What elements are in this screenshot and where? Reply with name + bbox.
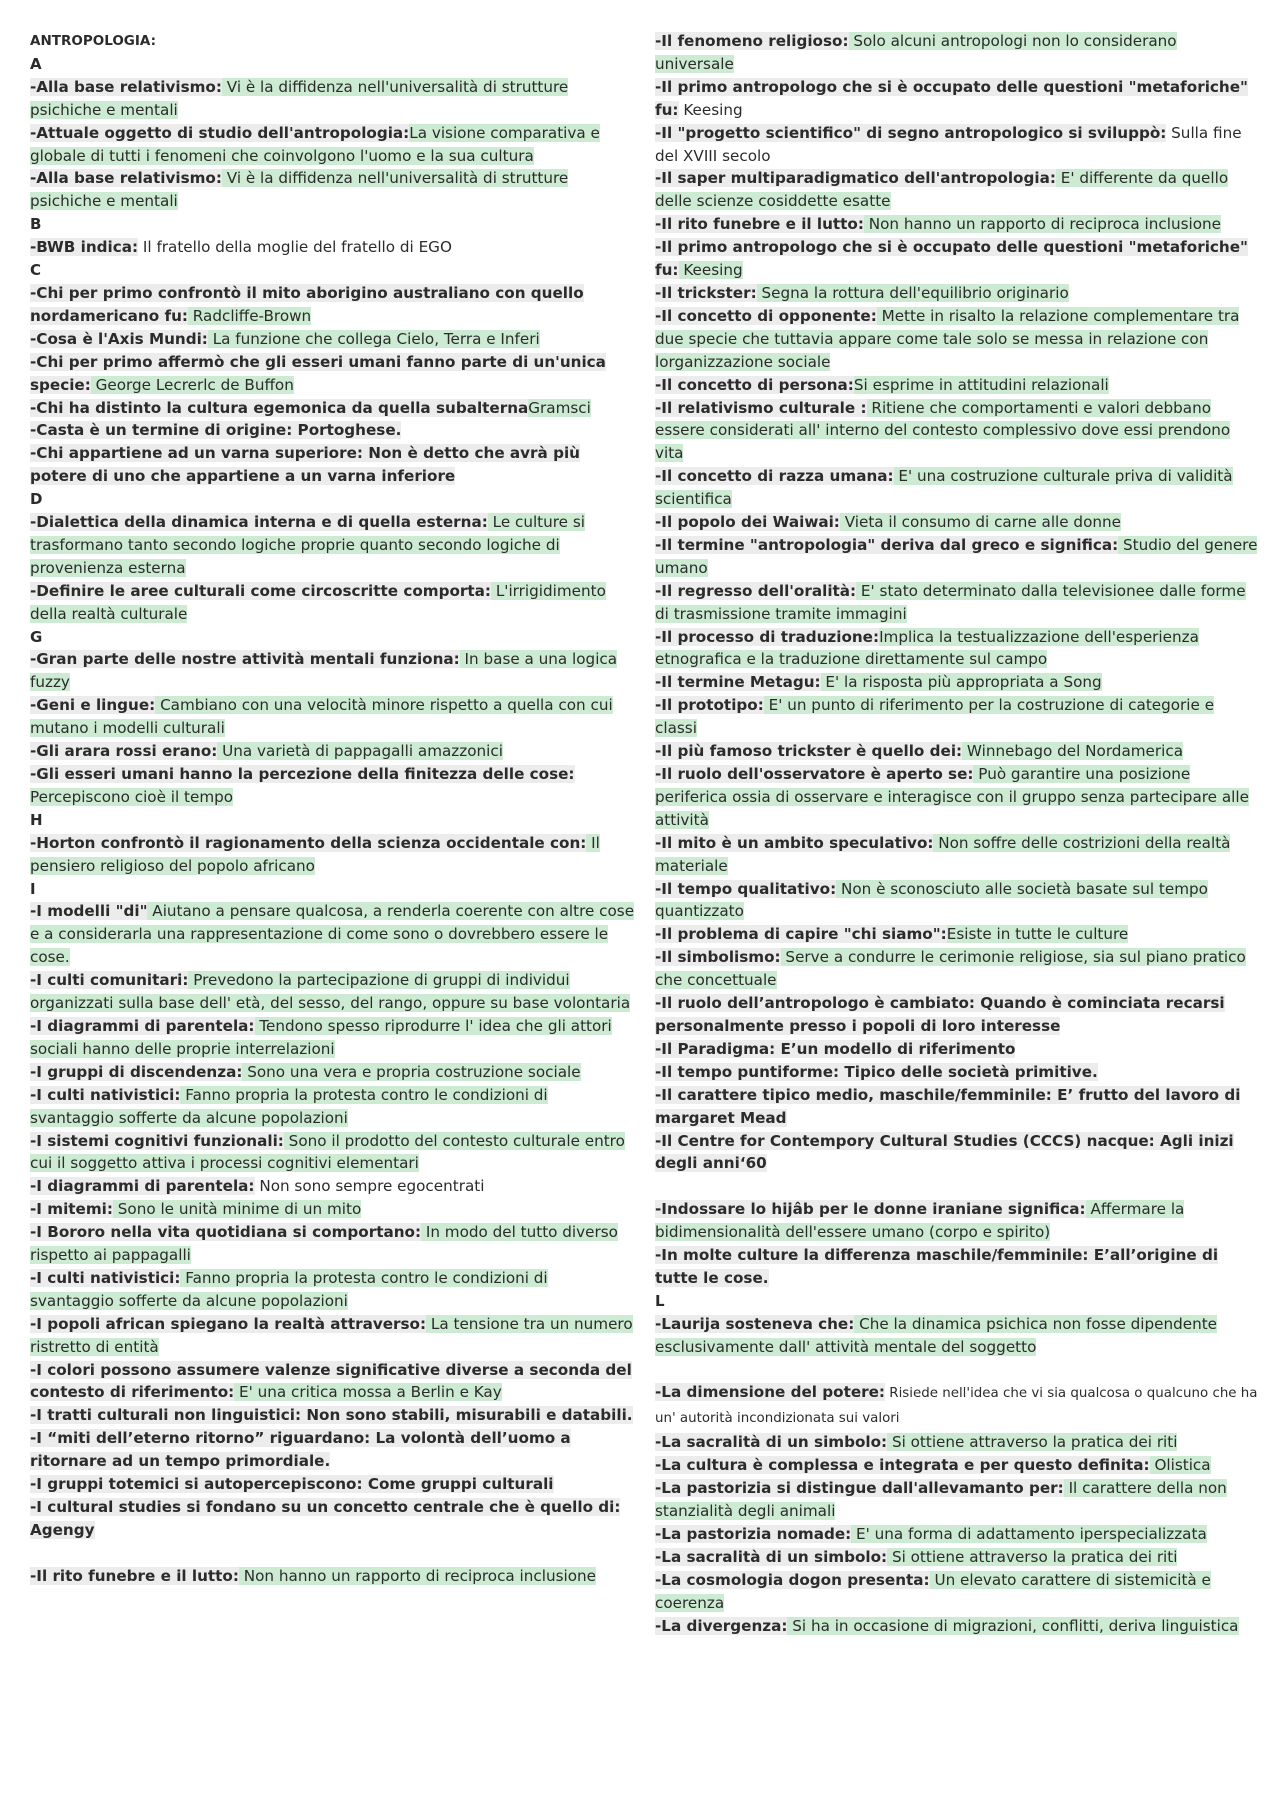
question-text: -Il tempo puntiforme: Tipico delle società primitive. xyxy=(655,1062,1098,1081)
section-letter: G xyxy=(30,627,43,646)
question-text: -I colori possono assumere valenze significative diverse a seconda del contesto di riferimento: xyxy=(30,1360,632,1402)
question-text: -Il tempo qualitativo: xyxy=(655,879,837,898)
qa-entry xyxy=(30,511,635,580)
answer-text: Il fratello della moglie del fratello di EGO xyxy=(138,238,452,257)
answer-text: Sono una vera e propria costruzione sociale xyxy=(242,1062,581,1081)
qa-entry xyxy=(655,1061,1260,1084)
question-text: -Il termine "antropologia" deriva dal greco e significa: xyxy=(655,535,1119,554)
qa-entry xyxy=(30,1175,635,1198)
answer-text: La tensione tra un numero ristretto di entità xyxy=(30,1314,633,1356)
answer-text: Vieta il consumo di carne alle donne xyxy=(839,513,1121,532)
qa-entry xyxy=(655,282,1260,305)
answer-text: Esiste in tutte le culture xyxy=(946,925,1129,944)
answer-text: L'irrigidimento della realtà culturale xyxy=(30,581,606,623)
question-text: -Il ruolo dell’antropologo è cambiato: Quando è cominciata recarsi personalmente presso i popoli di loro interesse xyxy=(655,994,1225,1035)
document-title: ANTROPOLOGIA: xyxy=(30,33,156,49)
section-letter: C xyxy=(30,261,42,280)
section-letter: H xyxy=(30,810,43,829)
answer-text: Vi è la diffidenza nell'universalità di strutture psichiche e mentali xyxy=(30,77,569,119)
qa-entry xyxy=(30,1496,635,1542)
answer-text: E' una forma di adattamento iperspecializzata xyxy=(851,1524,1207,1543)
question-text: -Il "progetto scientifico" di segno antropologico si sviluppò: xyxy=(655,123,1167,142)
answer-text: Un elevato carattere di sistemicità e coerenza xyxy=(655,1570,1211,1612)
answer-text: Una varietà di pappagalli amazzonici xyxy=(217,742,503,761)
question-text: -I diagrammi di parentela: xyxy=(30,1016,255,1035)
answer-text: Vi è la diffidenza nell'universalità di strutture psichiche e mentali xyxy=(30,169,569,211)
right-column xyxy=(655,30,1260,1637)
question-text: -Il trickster: xyxy=(655,283,757,302)
question-text: -I culti nativistici: xyxy=(30,1085,181,1104)
answer-text: Si ha in occasione di migrazioni, conflitti, deriva linguistica xyxy=(787,1616,1239,1635)
question-text: -Il ruolo dell'osservatore è aperto se: xyxy=(655,765,974,783)
answer-text: Solo alcuni antropologi non lo considerano universale xyxy=(655,32,1177,73)
question-text: -Chi ha distinto la cultura egemonica da quella subalterna xyxy=(30,398,529,417)
question-text: -La pastorizia si distingue dall'allevamanto per: xyxy=(655,1479,1064,1498)
answer-text: La visione comparativa e globale di tutti i fenomeni che coinvolgono l'uomo e la sua cultura xyxy=(30,123,600,165)
qa-entry xyxy=(655,511,1260,534)
qa-entry xyxy=(655,30,1260,76)
question-text: -I gruppi di discendenza: xyxy=(30,1062,243,1081)
left-column xyxy=(30,30,635,1588)
qa-entry xyxy=(30,832,635,878)
answer-text: George Lecrerlc de Buffon xyxy=(90,375,294,394)
qa-entry xyxy=(655,1546,1260,1569)
qa-entry xyxy=(30,648,635,694)
question-text: -Il popolo dei Waiwai: xyxy=(655,513,840,532)
answer-text: Tendono spesso riprodurre l' idea che gli attori sociali hanno delle proprie interrelazioni xyxy=(30,1016,612,1058)
question-text: -Il più famoso trickster è quello dei: xyxy=(655,742,963,761)
answer-text: E' una costruzione culturale priva di validità scientifica xyxy=(655,467,1233,509)
answer-text: Segna la rottura dell'equilibrio originario xyxy=(756,283,1069,302)
qa-entry xyxy=(30,1084,635,1130)
question-text: -La dimensione del potere: xyxy=(655,1383,886,1402)
qa-entry xyxy=(655,740,1260,763)
answer-text: Si ottiene attraverso la pratica dei riti xyxy=(887,1547,1178,1566)
question-text: -Il primo antropologo che si è occupato delle questioni "metaforiche" fu: xyxy=(655,238,1248,280)
question-text: -I tratti culturali non linguistici: Non sono stabili, misurabili e databili. xyxy=(30,1406,633,1425)
question-text: -Il regresso dell'oralità: xyxy=(655,581,857,600)
qa-entry xyxy=(30,236,635,259)
qa-entry xyxy=(655,305,1260,374)
qa-entry xyxy=(655,626,1260,672)
question-text: -I gruppi totemici si autopercepiscono: Come gruppi culturali xyxy=(30,1475,554,1494)
qa-entry xyxy=(30,1565,635,1588)
qa-entry xyxy=(655,1313,1260,1359)
qa-entry xyxy=(655,580,1260,626)
question-text: -Il concetto di opponente: xyxy=(655,306,877,325)
qa-entry xyxy=(655,122,1260,168)
qa-entry xyxy=(30,580,635,626)
question-text: -I culti nativistici: xyxy=(30,1268,181,1287)
question-text: -I diagrammi di parentela: xyxy=(30,1177,255,1196)
qa-entry xyxy=(655,1431,1260,1454)
qa-entry xyxy=(30,76,635,122)
spacer xyxy=(30,1542,635,1565)
section-letter: B xyxy=(30,215,42,234)
answer-text: E' la risposta più appropriata a Song xyxy=(820,673,1102,692)
section-letter: A xyxy=(30,54,42,73)
spacer xyxy=(655,1359,1260,1382)
answer-text: Affermare la bidimensionalità dell'essere umano (corpo e spirito) xyxy=(655,1200,1185,1242)
question-text: -Il simbolismo: xyxy=(655,948,781,967)
qa-entry xyxy=(30,1359,635,1405)
question-text: -Geni e lingue: xyxy=(30,696,156,715)
question-text: -Il carattere tipico medio, maschile/femminile: E’ frutto del lavoro di margaret Mead xyxy=(655,1085,1241,1127)
question-text: -Il prototipo: xyxy=(655,696,764,715)
qa-entry xyxy=(655,1569,1260,1615)
left-entries xyxy=(30,53,635,1588)
question-text: -Chi per primo affermò che gli esseri umani fanno parte di un'unica specie: xyxy=(30,352,606,394)
answer-text: Non sono sempre egocentrati xyxy=(254,1177,485,1196)
question-text: -I cultural studies si fondano su un concetto centrale che è quello di: Agengy xyxy=(30,1498,621,1539)
answer-text: Può garantire una posizione periferica ossia di osservare e interagisce con il gruppo senza partecipare alle attività xyxy=(655,765,1249,829)
question-text: -Cosa è l'Axis Mundi: xyxy=(30,329,208,348)
answer-text: Risiede nell'idea che vi sia qualcosa o qualcuno che ha un' autorità incondizionata sui valori xyxy=(655,1386,1258,1427)
qa-entry xyxy=(30,694,635,740)
answer-text: Non è sconosciuto alle società basate sul tempo quantizzato xyxy=(655,879,1208,921)
answer-text: Si ottiene attraverso la pratica dei riti xyxy=(887,1433,1178,1452)
qa-entry xyxy=(30,1313,635,1359)
question-text: -Il mito è un ambito speculativo: xyxy=(655,833,934,852)
question-text: -I popoli african spiegano la realtà attraverso: xyxy=(30,1314,427,1333)
question-text: -BWB indica: xyxy=(30,238,139,257)
answer-text: Keesing xyxy=(678,100,743,119)
answer-text: Sulla fine del XVIII secolo xyxy=(655,123,1242,165)
qa-entry xyxy=(30,167,635,213)
qa-entry xyxy=(655,694,1260,740)
question-text: -Il relativismo culturale : xyxy=(655,398,867,417)
question-text: -Gli arara rossi erano: xyxy=(30,742,218,761)
qa-entry xyxy=(655,1477,1260,1523)
answer-text: E' differente da quello delle scienze cosiddette esatte xyxy=(655,169,1229,211)
qa-entry xyxy=(30,1221,635,1267)
answer-text: Ritiene che comportamenti e valori debbano essere considerati all' interno del contesto complessivo dove essi prendono vita xyxy=(655,398,1231,463)
qa-entry xyxy=(655,1615,1260,1638)
qa-entry xyxy=(655,1454,1260,1477)
answer-text: Fanno propria la protesta contro le condizioni di svantaggio sofferte da alcune popolazioni xyxy=(30,1268,548,1310)
answer-text: Olistica xyxy=(1149,1456,1211,1475)
qa-entry xyxy=(655,992,1260,1038)
question-text: -La cultura è complessa e integrata e per questo definita: xyxy=(655,1456,1150,1475)
answer-text: Studio del genere umano xyxy=(655,535,1258,577)
question-text: -Il processo di traduzione: xyxy=(655,627,880,646)
qa-entry xyxy=(30,419,635,442)
qa-entry xyxy=(655,1038,1260,1061)
question-text: -Horton confrontò il ragionamento della scienza occidentale con: xyxy=(30,833,587,852)
answer-text: Winnebago del Nordamerica xyxy=(962,742,1184,761)
qa-entry xyxy=(655,671,1260,694)
qa-entry xyxy=(655,923,1260,946)
qa-entry xyxy=(655,832,1260,878)
question-text: -I modelli "di" xyxy=(30,902,148,921)
qa-entry xyxy=(655,1084,1260,1130)
question-text: -Indossare lo hijâb per le donne iraniane significa: xyxy=(655,1200,1086,1219)
question-text: -Dialettica della dinamica interna e di quella esterna: xyxy=(30,513,488,532)
answer-text: Non hanno un rapporto di reciproca inclusione xyxy=(863,215,1221,234)
section-letter: D xyxy=(30,490,43,509)
question-text: -Il Centre for Contempory Cultural Studies (CCCS) nacque: Agli inizi degli anni‘60 xyxy=(655,1131,1234,1173)
qa-entry xyxy=(30,328,635,351)
spacer xyxy=(655,1175,1260,1198)
qa-entry xyxy=(30,397,635,420)
qa-entry xyxy=(655,946,1260,992)
qa-entry xyxy=(30,122,635,168)
answer-text: Le culture si trasformano tanto secondo logiche proprie quanto secondo logiche di provenienza esterna xyxy=(30,513,585,577)
question-text: -I “miti dell’eterno ritorno” riguardano: La volontà dell’uomo a ritornare ad un tempo primordiale. xyxy=(30,1429,571,1471)
answer-text: E' una critica mossa a Berlin e Kay xyxy=(234,1383,502,1402)
qa-entry xyxy=(30,1061,635,1084)
qa-entry xyxy=(655,374,1260,397)
question-text: -La pastorizia nomade: xyxy=(655,1524,852,1543)
qa-entry xyxy=(30,740,635,763)
qa-entry xyxy=(655,397,1260,466)
qa-entry xyxy=(30,1404,635,1427)
question-text: -Il primo antropologo che si è occupato delle questioni "metaforiche" fu: xyxy=(655,77,1248,119)
qa-entry xyxy=(30,900,635,969)
question-text: -Gli esseri umani hanno la percezione della finitezza delle cose: xyxy=(30,765,575,783)
question-text: -Il concetto di razza umana: xyxy=(655,467,894,486)
answer-text: Keesing xyxy=(678,261,743,280)
qa-entry xyxy=(30,1015,635,1061)
answer-text: Il pensiero religioso del popolo africano xyxy=(30,833,600,875)
answer-text: Percepiscono cioè il tempo xyxy=(30,787,234,806)
qa-entry xyxy=(655,763,1260,832)
answer-text: Non soffre delle costrizioni della realtà materiale xyxy=(655,833,1231,875)
question-text: -Definire le aree culturali come circoscritte comporta: xyxy=(30,581,491,600)
answer-text: Sono il prodotto del contesto culturale entro cui il soggetto attiva i processi cognitivi elementari xyxy=(30,1131,625,1173)
qa-entry xyxy=(30,442,635,488)
answer-text: E' stato determinato dalla televisionee dalle forme di trasmissione tramite immagini xyxy=(655,581,1246,623)
answer-text: Implica la testualizzazione dell'esperienza etnografica e la traduzione direttamente sul campo xyxy=(655,627,1199,669)
qa-entry xyxy=(30,1130,635,1176)
qa-entry xyxy=(30,1427,635,1473)
question-text: -Il termine Metagu: xyxy=(655,673,821,692)
qa-entry xyxy=(655,1523,1260,1546)
question-text: -Alla base relativismo: xyxy=(30,169,222,188)
answer-text: In base a una logica fuzzy xyxy=(30,650,618,692)
qa-entry xyxy=(655,1381,1260,1431)
answer-text: In modo del tutto diverso rispetto ai pappagalli xyxy=(30,1223,618,1265)
answer-text: La funzione che collega Cielo, Terra e Inferi xyxy=(207,329,540,348)
qa-entry xyxy=(30,969,635,1015)
qa-entry xyxy=(655,534,1260,580)
qa-entry xyxy=(655,167,1260,213)
question-text: -Il problema di capire "chi siamo": xyxy=(655,925,947,944)
question-text: -Attuale oggetto di studio dell'antropologia: xyxy=(30,123,410,142)
answer-text: Serve a condurre le cerimonie religiose, sia sul piano pratico che concettuale xyxy=(655,948,1246,990)
qa-entry xyxy=(655,878,1260,924)
question-text: -La cosmologia dogon presenta: xyxy=(655,1570,930,1589)
question-text: -Il concetto di persona: xyxy=(655,375,854,394)
answer-text: Prevedono la partecipazione di gruppi di individui organizzati sulla base dell' età, del sesso, del rango, oppure su base volontaria xyxy=(30,971,631,1013)
qa-entry xyxy=(655,1198,1260,1244)
qa-entry xyxy=(655,465,1260,511)
answer-text: Non hanno un rapporto di reciproca inclusione xyxy=(238,1566,596,1585)
answer-text: E' un punto di riferimento per la costruzione di categorie e classi xyxy=(655,696,1215,738)
question-text: -I sistemi cognitivi funzionali: xyxy=(30,1131,284,1150)
right-entries xyxy=(655,30,1260,1637)
section-letter: I xyxy=(30,879,36,898)
question-text: -Il rito funebre e il lutto: xyxy=(655,215,864,234)
question-text: -La divergenza: xyxy=(655,1616,788,1635)
qa-entry xyxy=(30,1198,635,1221)
qa-entry xyxy=(30,351,635,397)
answer-text: Aiutano a pensare qualcosa, a renderla coerente con altre cose e a considerarla una rappresentazione di come sono o dovrebbero essere le cose. xyxy=(30,902,635,967)
qa-entry xyxy=(30,1267,635,1313)
question-text: -Gran parte delle nostre attività mentali funziona: xyxy=(30,650,460,669)
answer-text: Che la dinamica psichica non fosse dipendente esclusivamente dall' attività mentale del soggetto xyxy=(655,1314,1218,1356)
qa-entry xyxy=(655,1244,1260,1290)
question-text: -Il fenomeno religioso: xyxy=(655,32,849,50)
answer-text: Il carattere della non stanzialità degli animali xyxy=(655,1479,1227,1520)
question-text: -La sacralità di un simbolo: xyxy=(655,1433,888,1452)
answer-text: Gramsci xyxy=(528,398,591,417)
qa-entry xyxy=(30,763,635,809)
qa-entry xyxy=(655,1130,1260,1176)
answer-text: Fanno propria la protesta contro le condizioni di svantaggio sofferte da alcune popolazioni xyxy=(30,1085,548,1127)
answer-text: Sono le unità minime di un mito xyxy=(112,1200,362,1219)
section-letter: L xyxy=(655,1291,665,1310)
qa-entry xyxy=(655,236,1260,282)
qa-entry xyxy=(30,282,635,328)
question-text: -Il Paradigma: E’un modello di riferimento xyxy=(655,1039,1016,1058)
question-text: -Alla base relativismo: xyxy=(30,77,222,96)
question-text: -I mitemi: xyxy=(30,1200,113,1219)
question-text: -Il rito funebre e il lutto: xyxy=(30,1566,239,1585)
question-text: -Laurija sosteneva che: xyxy=(655,1314,855,1333)
question-text: -La sacralità di un simbolo: xyxy=(655,1547,888,1566)
qa-entry xyxy=(30,1473,635,1496)
question-text: -Chi per primo confrontò il mito aborigino australiano con quello nordamericano fu: xyxy=(30,283,584,325)
answer-text: Cambiano con una velocità minore rispetto a quella con cui mutano i modelli culturali xyxy=(30,696,613,738)
answer-text: Mette in risalto la relazione complementare tra due specie che tuttavia appare come tale solo se messa in relazione con lorganizzazione sociale xyxy=(655,306,1240,371)
qa-entry xyxy=(655,76,1260,122)
question-text: -Chi appartiene ad un varna superiore: Non è detto che avrà più potere di uno che appartiene a un varna inferiore xyxy=(30,444,580,486)
question-text: -I Bororo nella vita quotidiana si comportano: xyxy=(30,1223,422,1242)
question-text: -Il saper multiparadigmatico dell'antropologia: xyxy=(655,169,1056,188)
qa-entry xyxy=(655,213,1260,236)
question-text: -Casta è un termine di origine: Portoghese. xyxy=(30,421,402,440)
answer-text: Radcliffe-Brown xyxy=(187,306,312,325)
question-text: -In molte culture la differenza maschile/femminile: E’all’origine di tutte le cose. xyxy=(655,1246,1219,1287)
answer-text: Si esprime in attitudini relazionali xyxy=(853,375,1109,394)
question-text: -I culti comunitari: xyxy=(30,971,189,990)
